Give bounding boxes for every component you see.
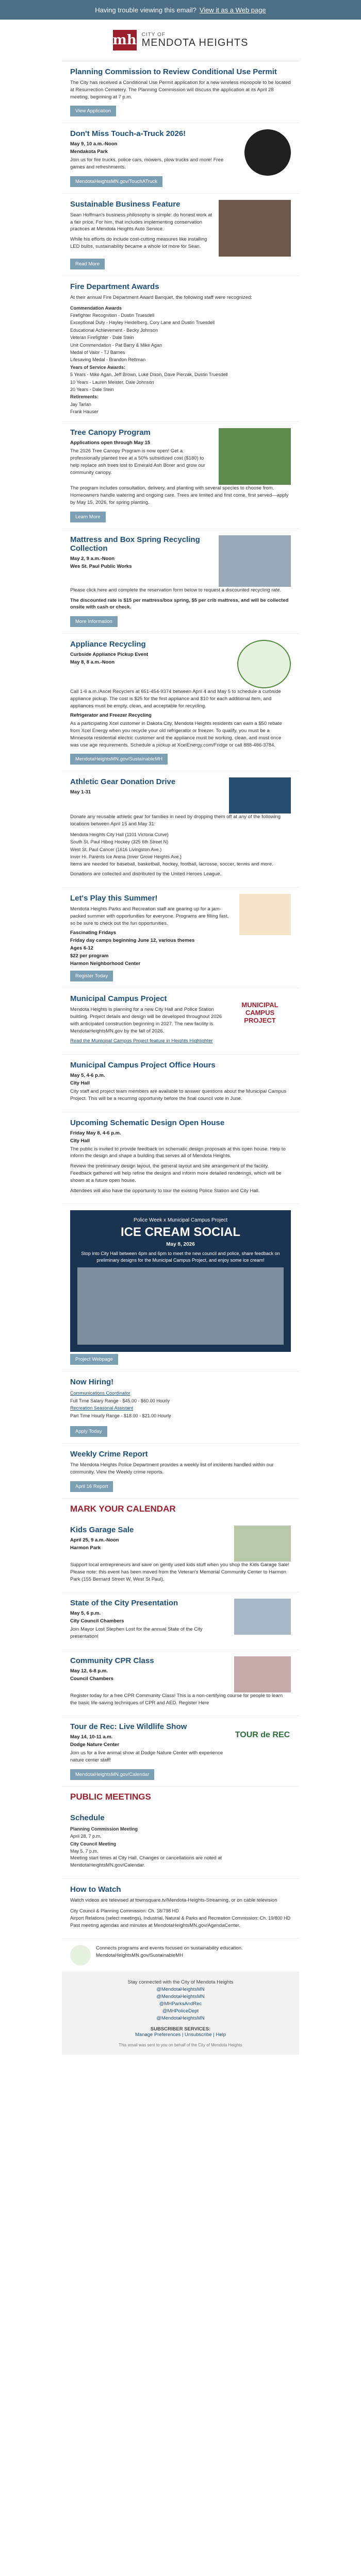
list-item: South St. Paul Hibog Hockey (325 6th Street N): [70, 839, 169, 845]
section-body: Review the preliminary design layout, the general layout and site arrangement of the facility. Feedback gathered will help refine the designs and inform more detailed renderings, which will be shown at a future open house.: [70, 1163, 282, 1183]
section-title: How to Watch: [70, 1885, 121, 1894]
list-item: 10 Years - Lauren Meister, Dale Johnson: [70, 379, 154, 385]
section-body: Meeting start times at City Hall. Changes or cancellations are noted at MendotaHeightsMN.gov/Calendar.: [70, 1855, 222, 1869]
list-item: West St. Paul Cancer (1616 Livingston Ave.): [70, 846, 162, 852]
event-date: May 14, 10-11 a.m.: [70, 1734, 113, 1740]
register-today-button[interactable]: Register Today: [70, 971, 113, 981]
read-more-button[interactable]: Read More: [70, 259, 105, 269]
mh-logo-icon: mh: [113, 30, 137, 50]
job-pay: Full Time Salary Range - $45.00 - $60.00 Hourly: [70, 1398, 170, 1403]
fine-print: This email was sent to you on behalf of the City of Mendota Heights: [119, 2043, 242, 2048]
section-body: Join us for a live animal show at Dodge Nature Center with experience nature center staff!: [70, 1750, 223, 1764]
event-location: Harmon Park: [70, 1545, 101, 1551]
job-list: [70, 1389, 239, 1419]
section-title: Fire Department Awards: [70, 282, 159, 291]
public-meetings-heading: PUBLIC MEETINGS: [70, 1791, 151, 1802]
list-item: Unit Commendation - Pat Barry & Mike Agan: [70, 342, 162, 348]
logo-big: MENDOTA HEIGHTS: [141, 37, 249, 48]
event-date: Friday May 8, 4-6 p.m.: [70, 1130, 121, 1136]
trouble-text: Having trouble viewing this email?: [95, 6, 196, 14]
event-location: City Hall: [70, 1080, 90, 1087]
section-tour-rec: [62, 1716, 299, 1787]
event-location: Wes St. Paul Public Works: [70, 563, 132, 569]
lets-play-logo: [239, 894, 291, 935]
job-title[interactable]: Recreation Seasonal Assistant: [70, 1405, 134, 1411]
channel-list: [70, 1907, 291, 1922]
section-body: City staff and project team members are available to answer questions about the Municipal Campus Project. This will be a recurring opportunity before the final council vote in June.: [70, 1089, 287, 1101]
section-body: As a participating Xcel customer in Dakota City, Mendota Heights residents can earn a $50 rebate from Xcel Energy when you recycle your old refrigerator or freezer. To qualify, you must be a Minnesota residential electric customer and the appliance must be working, clean, and must once was use age requirements. Schedule a pickup at XcelEnergy.com/Fridge or call 888-466-3784.: [70, 721, 282, 748]
meeting-name: City Council Meeting: [70, 1841, 117, 1846]
section-title: Now Hiring!: [70, 1378, 114, 1387]
list-item: Lifesaving Medal - Brandon Rettman: [70, 357, 146, 363]
section-body: The 2026 Tree Canopy Program is now open! Get a professionally planted tree at a 50% subsidized cost ($180) to help replace ash trees lost to Emerald Ash Borer and grow our community canopy.: [70, 448, 205, 476]
list-item: 5 Years - Mike Agan, Jeff Brown, Luke Dixon, Dave Pierzak, Dustin Truesdell: [70, 372, 228, 378]
section-cpr: [62, 1650, 299, 1717]
section-title: Tour de Rec: Live Wildlife Show: [70, 1722, 187, 1732]
section-title: Kids Garage Sale: [70, 1526, 134, 1534]
section-appliance: [62, 634, 299, 771]
list-item: Years of Service Awards:: [70, 364, 126, 370]
section-title: Sustainable Business Feature: [70, 199, 180, 209]
hiring-graphic: [244, 1378, 291, 1424]
section-municipal-campus: [62, 988, 299, 1055]
event-date: May 2, 9 a.m.-Noon: [70, 555, 115, 562]
list-item: Mendota Heights City Hall (1101 Victoria Curve): [70, 832, 169, 837]
city-logo: [62, 20, 299, 61]
program-detail: Friday day camps beginning June 12, various themes: [70, 938, 195, 944]
section-title: Athletic Gear Donation Drive: [70, 777, 176, 787]
event-date: May 9, 10 a.m.-Noon: [70, 141, 118, 147]
section-body: Call 1-6 a.m./Ascel Recyclers at 651-454-9374 between April 4 and May 5 to schedule a curbside appliance pickup. The cost is $25 for the first appliance and $10 for each additional item, and appliances must be empty, clean, and acceptable for recycling.: [70, 689, 281, 709]
section-body: Join Mayor Lost Stephen Lost for the annual State of the City presentation!: [70, 1626, 203, 1640]
banner-kicker: Police Week x Municipal Campus Project: [133, 1217, 228, 1224]
section-body: Connects programs and events focused on sustainability education. MendotaHeightsMN.gov/SustainableMH: [96, 1945, 243, 1959]
section-body: Donate any reusable athletic gear for families in need by dropping them off at any of the following locations between April 15 and May 31:: [70, 814, 281, 827]
list-item: City Council & Planning Commission: Ch. 18/798 HD: [70, 1908, 179, 1913]
section-hiring: [62, 1371, 299, 1444]
list-item: Airport Relations (select meetings), Industrial, Natural & Parks and Recreation Commission: Ch. 19/800 HD: [70, 1916, 291, 1921]
section-body: The discounted rate is $15 per mattress/box spring, $5 per crib mattress, and will be collected onsite with cash or check.: [70, 597, 289, 611]
manage-links[interactable]: Manage Preferences | Unsubscribe | Help: [135, 2032, 226, 2038]
section-body: Attendees will also have the opportunity to tour the existing Police Station and City Hall.: [70, 1188, 260, 1194]
section-body: Mendota Heights is planning for a new City Hall and Police Station building. Project details and design will be developed throughout 2026 with anticipated construction beginning in 2027. The new facility is MendotaHeightsMN.gov by the fall of 2026.: [70, 1007, 222, 1034]
municipal-campus-logo: MUNICIPAL CAMPUS PROJECT: [229, 994, 291, 1030]
list-item: 20 Years - Dale Stein: [70, 386, 114, 392]
mark-calendar-heading: MARK YOUR CALENDAR: [70, 1504, 176, 1514]
section-how-to-watch: [62, 1879, 299, 1939]
list-item: Educational Achievement - Becky Johnson: [70, 327, 158, 333]
project-webpage-button[interactable]: Project Webpage: [70, 1354, 118, 1365]
list-item: Frank Hauser: [70, 409, 99, 415]
section-title: Mattress and Box Spring Recycling Collection: [70, 535, 200, 553]
section-title: Community CPR Class: [70, 1656, 154, 1665]
section-body: Watch videos are televised at townsquare.tv/Mendota-Heights-Streaming, or on cable television: [70, 1897, 277, 1903]
list-item: Jay Tarlan: [70, 401, 91, 407]
list-item: Retirements:: [70, 394, 99, 400]
section-title: State of the City Presentation: [70, 1599, 178, 1608]
dropoff-list: [70, 831, 291, 861]
awards-list: [70, 304, 291, 416]
city-photo: [234, 1599, 291, 1635]
job-pay: Part Time Hourly Range - $18.00 - $21.00 Hourly: [70, 1413, 171, 1418]
section-body: While his efforts do include cost-cutting measures like installing LED bulbs, sustainability became a whole lot more for Sean.: [70, 236, 207, 249]
sustainable-link[interactable]: MendotaHeightsMN.gov/SustainableMH: [70, 754, 168, 765]
list-item: Firefighter Recognition - Dustin Truesdell: [70, 312, 155, 318]
kids-sale-photo: [234, 1526, 291, 1562]
section-body: Register today for a free CPR Community Class! This is a non-certifying course for people to learn the basic life-saving techniques of CPR and AED. Register Here: [70, 1692, 283, 1706]
section-touch-a-truck: [62, 123, 299, 194]
meeting-date: May 5, 7 p.m.: [70, 1849, 99, 1854]
section-body: At their annual Fire Department Award Banquet, the following staff were recognized:: [70, 294, 252, 300]
section-body: Sean Hoffman's business philosophy is simple: do honest work at a fair price. For him, that includes implementing conservation practices at Mendota Heights Auto Service.: [70, 212, 212, 232]
newsletter: [62, 20, 299, 2055]
event-date: May 1-31: [70, 789, 91, 795]
banner-body: Stop into City Hall between 4pm and 6pm to meet the new council and police, share feedback on preliminary designs for the Municipal Campus Project, and enjoy some ice cream!: [81, 1251, 280, 1263]
highlighter-link[interactable]: Read the Municipal Campus Project feature in Heights Highlighter: [70, 1038, 213, 1044]
program-location: Harmon Neighborhood Center: [70, 961, 141, 967]
section-title: Tree Canopy Program: [70, 428, 151, 437]
event-location: City Council Chambers: [70, 1618, 124, 1624]
tree-photo: [219, 428, 291, 485]
subheading: Refrigerator and Freezer Recycling: [70, 713, 152, 719]
schedule-list: [70, 1825, 291, 1855]
social-parks[interactable]: @MHParksAndRec: [159, 2001, 202, 2007]
sustainable-icon: [70, 1945, 91, 1965]
section-crime-report: [62, 1444, 299, 1499]
event-date: May 5, 6 p.m.: [70, 1611, 101, 1617]
section-fire-awards: [62, 276, 299, 422]
section-title: Appliance Recycling: [70, 640, 146, 649]
event-date: May 8, 8 a.m.-Noon: [70, 659, 115, 666]
view-in-browser-bar: [0, 0, 361, 20]
section-schedule: [62, 1807, 299, 1879]
event-date: April 25, 9 a.m.-Noon: [70, 1537, 119, 1543]
section-open-house: [62, 1112, 299, 1205]
cpr-photo: [234, 1656, 291, 1692]
section-tree-canopy: [62, 422, 299, 529]
stay-connected: Stay connected with the City of Mendota Heights: [127, 1979, 234, 1986]
section-lets-play: [62, 888, 299, 988]
banner-date: May 8, 2026: [166, 1242, 195, 1248]
social-twitter[interactable]: @MendotaHeightsMN: [156, 2015, 205, 2022]
touch-a-truck-link[interactable]: MendotaHeightsMN.gov/TouchATruck: [70, 176, 162, 187]
section-body: Support local entrepreneurs and save on gently used kids stuff when you shop the Kids Garage Sale! Please note: this event has been moved from the Veteran's Memorial Community Center to Harmon Park (155 Bernard Street W, West St Paul).: [70, 1562, 289, 1582]
sustainable-mh-logo: [237, 640, 291, 688]
program-cost: $22 per program: [70, 953, 109, 959]
section-title: Schedule: [70, 1813, 105, 1822]
section-title: Let's Play this Summer!: [70, 894, 158, 903]
united-heroes-logo: [229, 777, 291, 814]
section-sustainable-footer: [62, 1939, 299, 1972]
section-mattress: [62, 529, 299, 634]
section-body: Items are needed for baseball, basketball, hockey, football, lacrosse, soccer, tennis and more.: [70, 861, 273, 867]
section-body: The public is invited to provide feedback on schematic design proposals at this open house. Help to inform the design and shape a building that serves all of Mendota Heights.: [70, 1146, 286, 1159]
section-state-city: [62, 1592, 299, 1650]
program-ages: Ages 6-12: [70, 945, 93, 952]
calendar-link[interactable]: MendotaHeightsMN.gov/Calendar: [70, 1769, 154, 1780]
mattress-photo: [219, 535, 291, 587]
section-kids-sale: [62, 1519, 299, 1592]
section-body: Please click here and complete the reservation form below to request a discounted recycling rate.: [70, 587, 282, 593]
section-body: Past meeting agendas and minutes at MendotaHeightsMN.gov/AgendaCenter.: [70, 1922, 241, 1928]
list-item: Veteran Firefighter - Dale Stein: [70, 335, 134, 341]
event-date: May 5, 4-6 p.m.: [70, 1073, 105, 1079]
section-body: The City has received a Conditional Use Permit application for a new wireless monopole to be located at Resurrection Cemetery. The Planning Commission will discuss the application at its April 28 meeting, beginning at 7 p.m.: [70, 80, 291, 100]
section-body: The program includes consultation, delivery, and planting with several species to choose from. Homeowners handle watering and ongoing care. Trees are limited and first come, first served—apply by May 15, 2026, for spring planting.: [70, 485, 289, 505]
banner-title: ICE CREAM SOCIAL: [120, 1225, 240, 1240]
list-item: Inver Hi. Parents Ice Arena (Inver Grove Heights Ave.): [70, 854, 182, 860]
business-photo: [219, 200, 291, 257]
section-body: Join us for fire trucks, police cars, mowers, plow trucks and more! Free games and refreshments.: [70, 157, 224, 171]
section-body: The Mendota Heights Police Department provides a weekly list of incidents handled within our community. View the Weekly crime reports.: [70, 1462, 274, 1476]
section-sustainable-business: [62, 194, 299, 276]
section-title: Weekly Crime Report: [70, 1450, 148, 1459]
section-title: Planning Commission to Review Conditional Use Permit: [70, 67, 277, 76]
web-page-link[interactable]: View it as a Web page: [199, 6, 266, 14]
section-title: Don't Miss Touch-a-Truck 2026!: [70, 129, 186, 139]
learn-more-button[interactable]: Learn More: [70, 512, 106, 522]
logo-small: CITY OF: [141, 32, 166, 38]
list-item: Exceptional Duty - Hayley Heidelberg, Cory Lane and Dustin Truesdell: [70, 320, 215, 326]
footer: [62, 1972, 299, 2055]
section-office-hours: [62, 1055, 299, 1112]
touch-a-truck-logo: [244, 129, 291, 176]
section-ice-cream: [62, 1204, 299, 1371]
section-body: Donations are collected and distributed by the United Heroes League.: [70, 871, 222, 877]
section-title: Upcoming Schematic Design Open House: [70, 1118, 225, 1127]
event-date: Applications open through May 15: [70, 440, 151, 446]
apply-today-button[interactable]: Apply Today: [70, 1426, 107, 1437]
list-item: Commendation Awards: [70, 305, 122, 311]
event-location: Mendakota Park: [70, 149, 108, 155]
section-body: Mendota Heights Parks and Recreation staff are gearing up for a jam-packed summer with opportunities for everyone. Programs are filling fast, so be sure to check out the fun opportunities.: [70, 906, 229, 926]
event-location: Dodge Nature Center: [70, 1742, 120, 1748]
view-application-button[interactable]: View Application: [70, 106, 116, 116]
social-police[interactable]: @MHPoliceDept: [162, 2008, 199, 2014]
meeting-date: April 28, 7 p.m.: [70, 1834, 102, 1839]
event-title: Curbside Appliance Pickup Event: [70, 652, 149, 658]
social-facebook[interactable]: @MendotaHeightsMN: [156, 1987, 205, 1993]
section-title: Municipal Campus Project: [70, 994, 167, 1004]
program-name: Fascinating Fridays: [70, 930, 117, 936]
crime-report-button[interactable]: April 16 Report: [70, 1481, 113, 1492]
event-location: Council Chambers: [70, 1675, 113, 1682]
event-date: May 12, 6-8 p.m.: [70, 1668, 108, 1674]
section-athletic-gear: [62, 771, 299, 888]
more-info-button[interactable]: More Information: [70, 616, 118, 627]
ice-cream-illustration: [77, 1267, 284, 1345]
social-instagram[interactable]: @MendotaHeightsMN: [156, 1994, 205, 2000]
subscriber-services: SUBSCRIBER SERVICES:: [150, 2026, 211, 2032]
job-title[interactable]: Communications Coordinator: [70, 1391, 130, 1396]
list-item: Medal of Valor - TJ Barnes: [70, 349, 125, 355]
event-location: City Hall: [70, 1138, 90, 1144]
section-title: Municipal Campus Project Office Hours: [70, 1061, 216, 1070]
ice-cream-banner: [70, 1210, 291, 1352]
section-conditional-use: [62, 61, 299, 123]
meeting-name: Planning Commission Meeting: [70, 1826, 138, 1832]
tour-de-rec-logo: TOUR de REC: [234, 1722, 291, 1748]
